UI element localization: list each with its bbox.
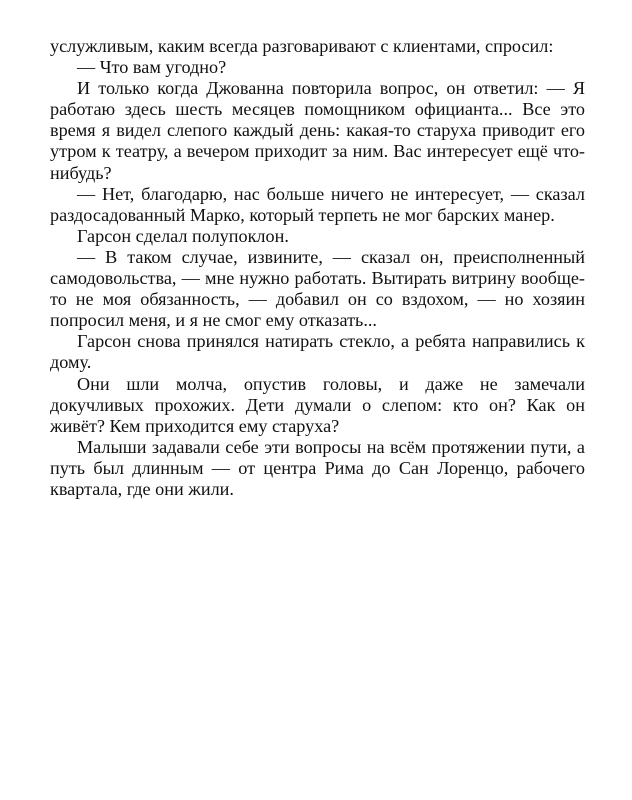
paragraph: Они шли молча, опустив головы, и даже не замечали докучливых прохожих. Дети думали о слепом: кто он? Как он живёт? Кем приходится ему старуха? — [50, 373, 585, 436]
book-page — [50, 36, 585, 500]
paragraph: — Нет, благодарю, нас больше ничего не интересует, — сказал раздосадованный Марко, который терпеть не мог барских манер. — [50, 183, 585, 225]
paragraph: — В таком случае, извините, — сказал он, преисполненный самодовольства, — мне нужно работать. Вытирать витрину вообще-то не моя обязанность, — добавил он со вздохом, — но хозяин попросил меня, и я не смог ему отказать... — [50, 246, 585, 331]
paragraph: Малыши задавали себе эти вопросы на всём протяжении пути, а путь был длинным — от центра Рима до Сан Лоренцо, рабочего квартала, где они жили. — [50, 436, 585, 499]
paragraph: Гарсон сделал полупоклон. — [77, 225, 289, 246]
paragraph: — Что вам угодно? — [77, 57, 227, 78]
paragraph: Гарсон снова принялся натирать стекло, а ребята направились к дому. — [50, 331, 585, 373]
paragraph: И только когда Джованна повторила вопрос, он ответил: — Я работаю здесь шесть месяцев помощником официанта... Все это время я видел слепого каждый день: какая-то старуха приводит его утром к театру, а вечером приходит за ним. Вас интересует ещё что-нибудь? — [50, 78, 585, 183]
paragraph: услужливым, каким всегда разговаривают с клиентами, спросил: — [50, 36, 554, 56]
